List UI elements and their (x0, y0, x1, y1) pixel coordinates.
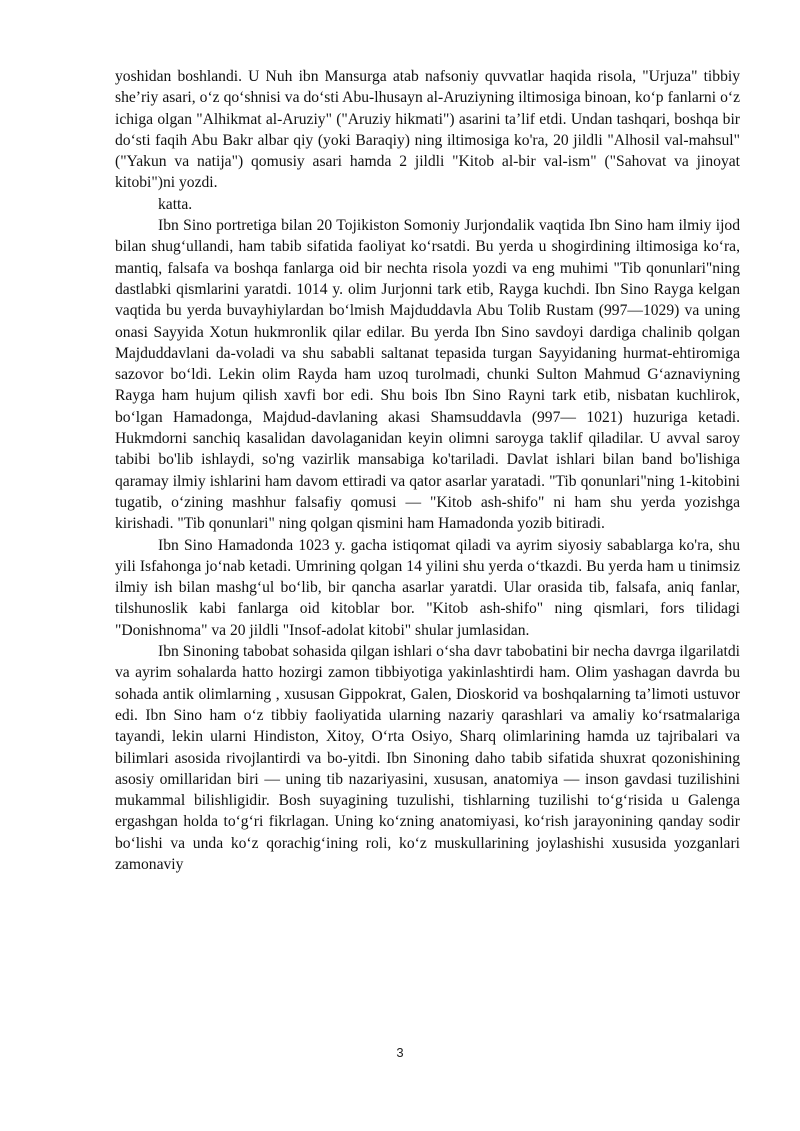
paragraph-fragment: katta. (158, 195, 193, 213)
paragraph-continuation: yoshidan boshlandi. U Nuh ibn Mansurga atab nafsoniy quvvatlar haqida risola, "Urjuza" tibbiy she’riy asari, o‘z qo‘shnisi va do‘sti Abu-lhusayn al-Aruziyning iltimosiga binoan, ko‘p fanlarni o‘z ichiga olgan "Alhikmat al-Aruziy" ("Aruziy hikmati") asarini ta’lif etdi. Undan tashqari, boshqa bir do‘sti faqih Abu Bakr albar qiy (yoki Baraqiy) ning iltimosiga ko'ra, 20 jildli "Alhosil val-mahsul" ("Yakun va natija") qomusiy asari hamda 2 jildli "Kitob al-bir val-ism" ("Sahovat va jinoyat kitobi")ni yozdi. (115, 68, 740, 192)
paragraph-jurjon-ray-hamadon: Ibn Sino portretiga bilan 20 Tojikiston Somoniy Jurjondalik vaqtida Ibn Sino ham ilmiy ijod bilan shug‘ullandi, ham tabib sifatida faoliyat ko‘rsatdi. Bu yerda u shogirdining iltimosiga ko‘ra, mantiq, falsafa va boshqa fanlarga oid bir nechta risola yozdi va eng muhimi "Tib qonunlari"ning dastlabki qismlarini yaratdi. 1014 y. olim Jurjonni tark etib, Rayga kuchdi. Ibn Sino Rayga kelgan vaqtida bu yerda buvayhiylardan bo‘lmish Majduddavla Abu Tolib Rustam (997—1029) va uning onasi Sayyida Xotun hukmronlik qilar edilar. Bu yerda Ibn Sino savdoyi dardiga chalinib qolgan Majduddavlani da-voladi va shu sababli saltanat tepasida turgan Sayyidaning hurmat-ehtiromiga sazovor bo‘ldi. Lekin olim Rayda ham uzoq turolmadi, chunki Sulton Mahmud G‘aznaviyning Rayga ham hujum qilish xavfi bor edi. Shu bois Ibn Sino Rayni tark etib, nisbatan kuchlirok, bo‘lgan Hamadonga, Majdud-davlaning akasi Shamsuddavla (997— 1021) huzuriga ketadi. Hukmdorni sanchiq kasalidan davolaganidan keyin olimni saroyga taklif qiladilar. U avval saroy tabibi bo'lib ishlaydi, so'ng vazirlik mansabiga ko'tariladi. Davlat ishlari bilan band bo'lishiga qaramay ilmiy ishlarini ham davom ettiradi va qator asarlar yaratadi. "Tib qonunlari"ning 1-kitobini tugatib, o‘zining mashhur falsafiy qomusi — "Kitob ash-shifo" ni ham shu yerda yozishga kirishadi. "Tib qonunlari" ning qolgan qismini ham Hamadonda yozib bitiradi. (115, 217, 740, 533)
page-number: 3 (396, 1045, 404, 1060)
paragraph-isfahon: Ibn Sino Hamadonda 1023 y. gacha istiqomat qiladi va ayrim siyosiy sabablarga ko'ra, shu yili Isfahonga jo‘nab ketadi. Umrining qolgan 14 yilini shu yerda o‘tkazdi. Bu yerda ham u tinimsiz ilmiy ish bilan mashg‘ul bo‘lib, bir qancha asarlar yaratdi. Ular orasida tib, falsafa, aniq fanlar, tilshunoslik kabi fanlarga oid kitoblar bor. "Kitob ash-shifo" ning qismlari, fors tilidagi "Donishnoma" va 20 jildli "Insof-adolat kitobi" shular jumlasidan. (115, 536, 740, 639)
paragraph-tabobat: Ibn Sinoning tabobat sohasida qilgan ishlari o‘sha davr tabobatini bir necha davrga ilgarilatdi va ayrim sohalarda hatto hozirgi zamon tibbiyotiga yakinlashtirdi ham. Olim yashagan davrda bu sohada antik olimlarning , xususan Gippokrat, Galen, Dioskorid va boshqalarning ta’limoti ustuvor edi. Ibn Sino ham o‘z tibbiy faoliyatida ularning nazariy qarashlari va amaliy ko‘rsatmalariga tayandi, lekin ularni Hindiston, Xitoy, O‘rta Osiyo, Sharq olimlarining hamda uz tajribalari va bilimlari asosida rivojlantirdi va bo-yitdi. Ibn Sinoning daho tabib sifatida shuxrat qozonishining asosiy omillaridan biri — uning tib nazariyasini, xususan, anatomiya — inson gavdasi tuzilishini mukammal bilishligidir. Bosh suyagining tuzulishi, tishlarning tuzilishi to‘g‘risida u Galenga ergashgan holda to‘g‘ri fikrlagan. Uning ko‘zning anatomiyasi, ko‘rish jarayonining qanday sodir bo‘lishi va unda ko‘z qorachig‘ining roli, ko‘z muskullarining joylashishi xususida yozganlari zamonaviy (115, 643, 740, 873)
document-body (115, 66, 740, 875)
